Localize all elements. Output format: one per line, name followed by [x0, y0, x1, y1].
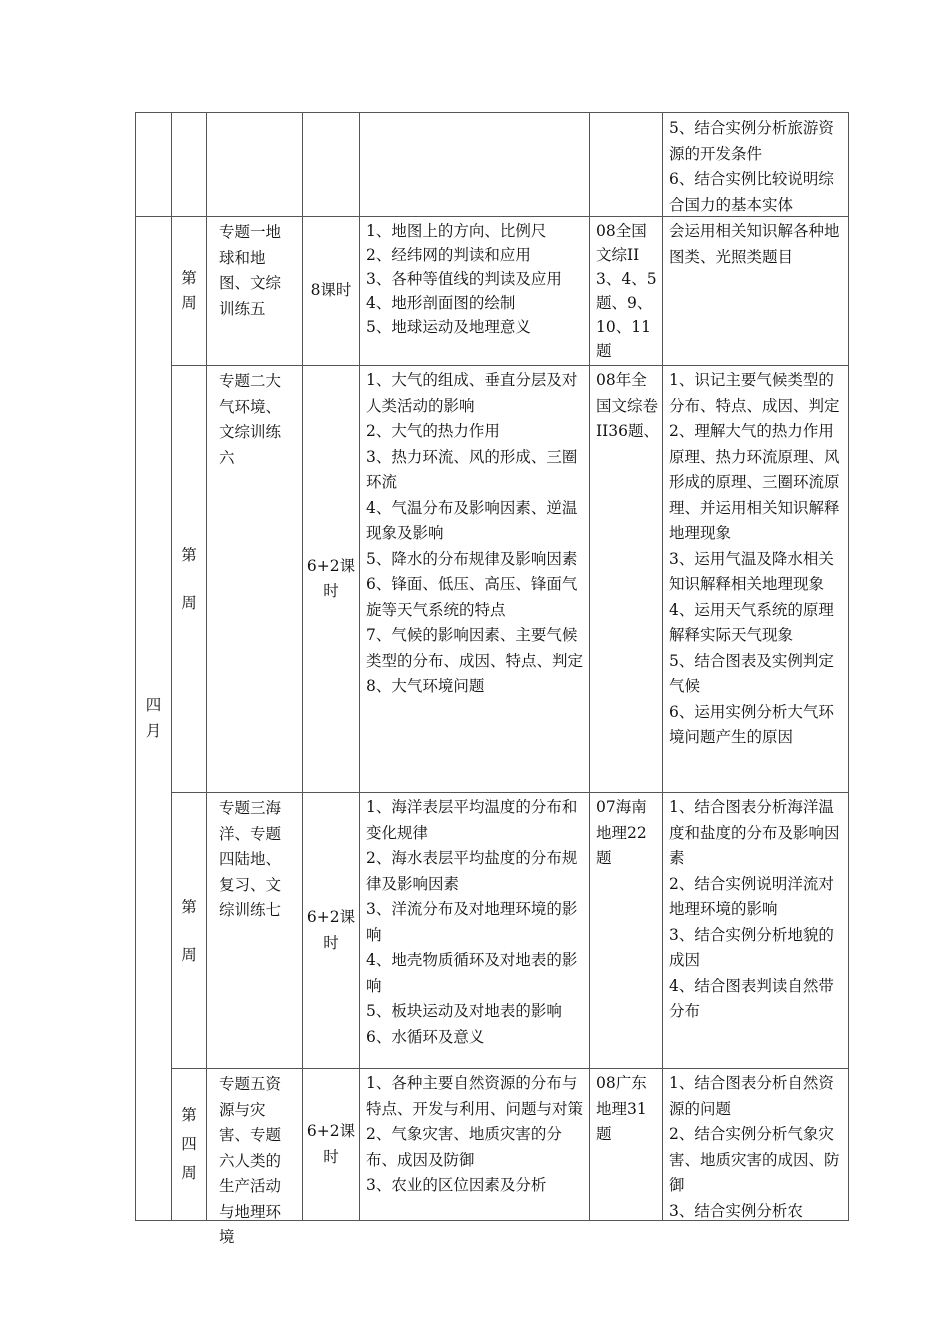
week-label [172, 883, 206, 979]
content-item: 2、大气的热力作用 [366, 422, 500, 440]
content-item: 3、各种等值线的判读及应用 [366, 270, 562, 288]
goal-item: 6、结合实例比较说明综合国力的基本实体 [669, 170, 834, 214]
week-cell [172, 793, 207, 1069]
hours-text: 6+2课时 [306, 1122, 356, 1166]
goal-item: 2、理解大气的热力作用原理、热力环流原理、风形成的原理、三圈环流原理、并运用相关知识解释地理现象 [669, 422, 840, 542]
exam-text: 07海南地理22题 [596, 798, 647, 867]
table-row [136, 366, 849, 793]
content-cell [360, 1069, 590, 1221]
hours-cell [303, 113, 360, 217]
goals-list [663, 366, 848, 791]
hours-cell [303, 1069, 360, 1221]
content-item: 5、降水的分布规律及影响因素 [366, 549, 578, 568]
goal-item: 2、结合实例分析气象灾害、地质灾害的成因、防御 [669, 1125, 840, 1194]
table-row [136, 793, 849, 1069]
week-char: 四 [181, 1135, 197, 1153]
topic-text: 专题三海洋、专题四陆地、复习、文综训练七 [219, 799, 282, 919]
topic-cell [207, 366, 303, 793]
goal-item: 6、运用实例分析大气环境问题产生的原因 [669, 702, 834, 746]
topic-cell [207, 793, 303, 1069]
week-char: 第 [181, 1106, 197, 1124]
content-list [360, 793, 589, 1067]
week-char: 第 [181, 546, 197, 564]
content-cell [360, 113, 590, 217]
goals-cell [663, 217, 849, 366]
hours-cell [303, 217, 360, 366]
hours-text: 6+2课时 [306, 556, 356, 600]
topic-text: 专题五资源与灾害、专题六人类的生产活动与地理环境 [219, 1075, 282, 1246]
content-item: 4、地形剖面图的绘制 [366, 294, 516, 312]
hours-text: 8课时 [310, 281, 352, 300]
exam-text: 08年全国文综卷II36题、 [596, 371, 659, 440]
week-char: 第 [181, 268, 197, 287]
goals-list [663, 1069, 848, 1219]
goal-item: 1、结合图表分析自然资源的问题 [669, 1074, 834, 1118]
content-list [360, 1069, 589, 1219]
content-list [360, 217, 589, 365]
topic-text: 专题一地球和地图、文综训练五 [219, 223, 282, 318]
goal-item: 1、结合图表分析海洋温度和盐度的分布及影响因素 [669, 798, 840, 867]
goals-cell [663, 113, 849, 217]
week-label [172, 1101, 206, 1188]
goal-item: 4、结合图表判读自然带分布 [669, 976, 834, 1020]
goal-item: 3、结合实例分析农 [669, 1201, 803, 1220]
goals-list [663, 113, 848, 216]
goals-cell [663, 1069, 849, 1221]
week-char: 第 [181, 897, 197, 916]
content-item: 5、板块运动及对地表的影响 [366, 1002, 562, 1020]
exam-cell [590, 217, 663, 366]
week-cell [172, 217, 207, 366]
table-row [136, 1069, 849, 1221]
content-item: 1、各种主要自然资源的分布与特点、开发与利用、问题与对策 [366, 1074, 584, 1118]
content-item: 6、锋面、低压、高压、锋面气旋等天气系统的特点 [366, 575, 578, 619]
content-item: 3、农业的区位因素及分析 [366, 1176, 547, 1194]
month-cell [136, 113, 172, 217]
content-cell [360, 793, 590, 1069]
month-label [136, 693, 171, 744]
week-char: 周 [181, 1164, 197, 1182]
content-item: 1、地图上的方向、比例尺 [366, 222, 547, 240]
month-cell [136, 217, 172, 1221]
exam-text: 08全国文综II 3、4、5题、9、10、11题 [596, 222, 657, 360]
content-item: 4、地壳物质循环及对地表的影响 [366, 951, 578, 995]
exam-cell [590, 366, 663, 793]
topic-text: 专题二大气环境、文综训练六 [219, 372, 282, 467]
goal-item: 3、运用气温及降水相关知识解释相关地理现象 [669, 549, 834, 593]
goals-list [663, 793, 848, 1067]
exam-cell [590, 793, 663, 1069]
hours-text: 6+2课时 [306, 908, 356, 952]
hours-cell [303, 366, 360, 793]
week-cell [172, 113, 207, 217]
week-label [172, 266, 206, 317]
exam-cell [590, 113, 663, 217]
exam-text: 08广东地理31题 [596, 1074, 647, 1143]
content-item: 4、气温分布及影响因素、逆温现象及影响 [366, 498, 578, 542]
month-char: 四 [145, 696, 162, 714]
content-list [360, 366, 589, 791]
content-cell [360, 217, 590, 366]
goals-cell [663, 793, 849, 1069]
content-item: 1、大气的组成、垂直分层及对人类活动的影响 [366, 371, 578, 415]
week-char: 周 [181, 594, 197, 612]
exam-cell [590, 1069, 663, 1221]
table-row [136, 217, 849, 366]
week-char: 周 [181, 945, 197, 964]
topic-cell [207, 113, 303, 217]
goal-item: 3、结合实例分析地貌的成因 [669, 925, 834, 969]
content-item: 2、气象灾害、地质灾害的分布、成因及防御 [366, 1125, 562, 1169]
goal-item: 5、结合图表及实例判定气候 [669, 651, 834, 695]
content-item: 6、水循环及意义 [366, 1027, 485, 1046]
week-cell [172, 366, 207, 793]
content-cell [360, 366, 590, 793]
content-item: 3、热力环流、风的形成、三圈环流 [366, 447, 578, 491]
hours-cell [303, 793, 360, 1069]
goal-item: 会运用相关知识解各种地图类、光照类题目 [669, 222, 840, 266]
content-item: 7、气候的影响因素、主要气候类型的分布、成因、特点、判定 [366, 626, 584, 670]
week-char: 周 [181, 294, 197, 312]
week-label [172, 531, 206, 627]
teaching-plan-table [135, 112, 849, 1246]
topic-cell [207, 217, 303, 366]
content-item: 1、海洋表层平均温度的分布和变化规律 [366, 798, 578, 842]
content-item: 2、海水表层平均盐度的分布规律及影响因素 [366, 849, 578, 893]
goal-item: 5、结合实例分析旅游资源的开发条件 [669, 119, 834, 163]
content-item: 8、大气环境问题 [366, 677, 485, 695]
content-item: 2、经纬网的判读和应用 [366, 246, 531, 264]
goal-item: 4、运用天气系统的原理解释实际天气现象 [669, 600, 834, 644]
week-cell [172, 1069, 207, 1221]
goals-cell [663, 366, 849, 793]
goals-list [663, 217, 848, 365]
goal-item: 1、识记主要气候类型的分布、特点、成因、判定 [669, 371, 840, 415]
content-item: 5、地球运动及地理意义 [366, 318, 531, 336]
month-char: 月 [145, 721, 162, 740]
table-row [136, 113, 849, 217]
goal-item: 2、结合实例说明洋流对地理环境的影响 [669, 874, 834, 918]
topic-cell [207, 1069, 303, 1246]
content-item: 3、洋流分布及对地理环境的影响 [366, 900, 578, 944]
